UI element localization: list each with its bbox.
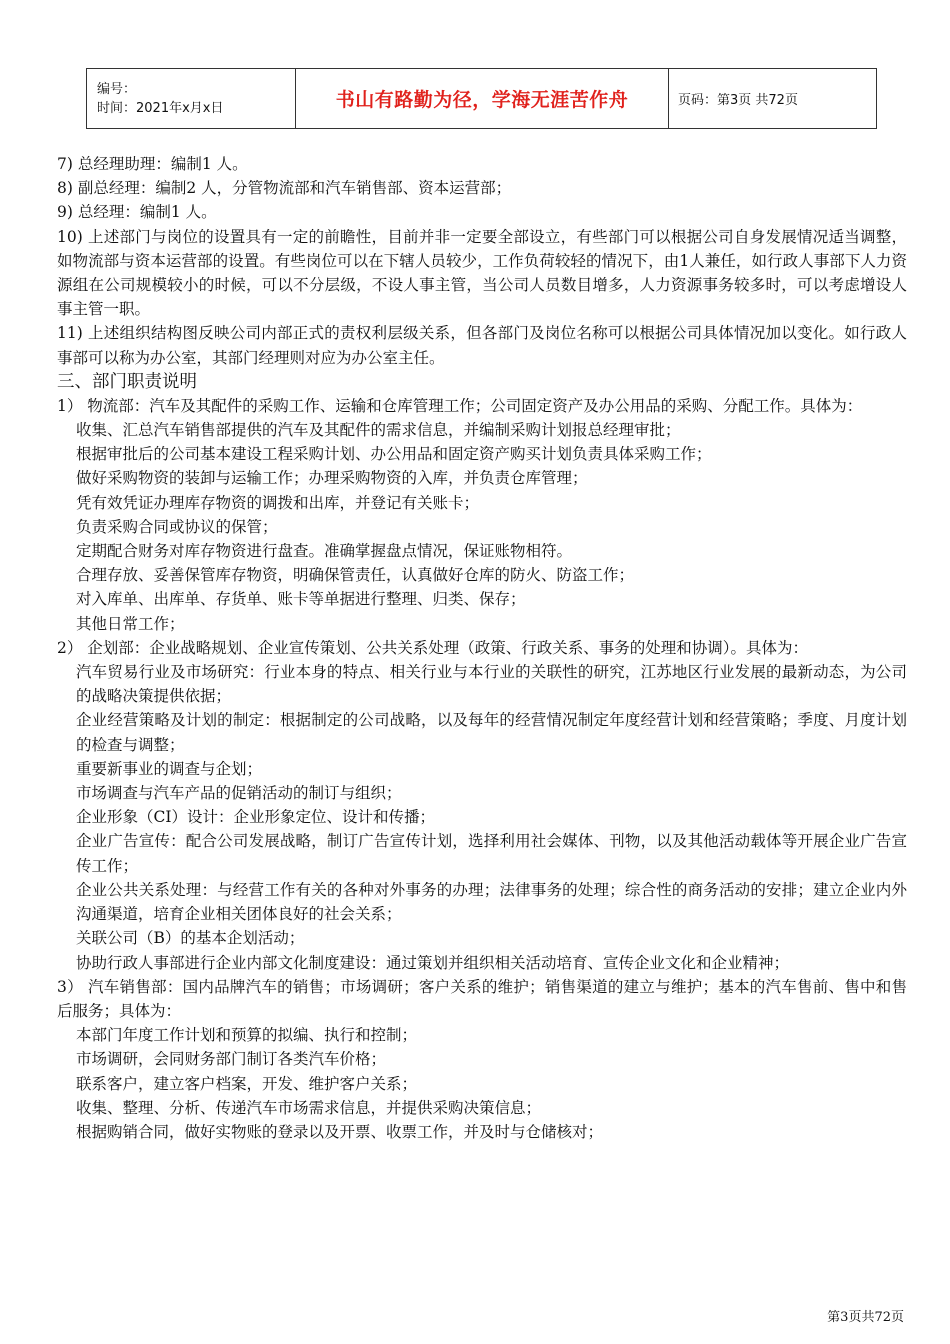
duty-item: 企业广告宣传：配合公司发展战略，制订广告宣传计划，选择利用社会媒体、刊物，以及其他活动载体等开展企业广告宣传工作； [76,832,907,875]
header-motto-cell [296,69,669,129]
duty-item: 本部门年度工作计划和预算的拟编、执行和控制； [76,1026,418,1045]
paragraph-item-9: 9) 总经理：编制1 人。 [57,203,217,222]
duty-item: 企业公共关系处理：与经营工作有关的各种对外事务的办理；法律事务的处理；综合性的商务活动的安排；建立企业内外沟通渠道，培育企业相关团体良好的社会关系； [76,880,907,924]
header-meta-cell [87,69,296,129]
page-footer: 第3页共72页 [827,1310,904,1325]
page-header [86,68,877,129]
duty-item: 对入库单、出库单、存货单、账卡等单据进行整理、归类、保存； [76,590,526,609]
header-motto: 书山有路勤为径，学海无涯苦作舟 [335,89,629,111]
document-time-label: 时间：2021年x月x日 [97,100,224,116]
duty-item: 合理存放、妥善保管库存物资，明确保管责任，认真做好仓库的防火、防盗工作； [76,566,635,585]
department-intro-planning: 2） 企划部：企业战略规划、企业宣传策划、公共关系处理（政策、行政关系、事务的处理和协调）。具体为： [57,638,809,657]
duty-item: 收集、整理、分析、传递汽车市场需求信息，并提供采购决策信息； [76,1098,542,1117]
section-heading: 三、部门职责说明 [57,371,197,392]
duty-item: 汽车贸易行业及市场研究：行业本身的特点、相关行业与本行业的关联性的研究，江苏地区行业发展的最新动态，为公司的战略决策提供依据； [76,663,907,706]
header-page-info: 页码：第3页 共72页 [678,93,798,108]
duty-item: 凭有效凭证办理库存物资的调拨和出库，并登记有关账卡； [76,493,480,512]
duty-item: 根据审批后的公司基本建设工程采购计划、办公用品和固定资产购买计划负责具体采购工作； [76,445,712,464]
duty-item: 市场调研，会同财务部门制订各类汽车价格； [76,1050,387,1069]
duty-item: 协助行政人事部进行企业内部文化制度建设：通过策划并组织相关活动培育、宣传企业文化和企业精神； [76,953,790,972]
paragraph-item-7: 7) 总经理助理：编制1 人。 [57,155,248,173]
duty-item: 其他日常工作； [76,614,185,633]
duty-item: 联系客户，建立客户档案，开发、维护客户关系； [76,1074,418,1093]
duty-item: 做好采购物资的装卸与运输工作；办理采购物资的入库，并负责仓库管理； [76,469,588,488]
document-body [57,152,907,1144]
duty-item: 企业形象（CI）设计：企业形象定位、设计和传播； [76,808,435,827]
header-page-cell [669,69,877,129]
duty-item: 企业经营策略及计划的制定：根据制定的公司战略，以及每年的经营情况制定年度经营计划和经营策略；季度、月度计划的检查与调整； [76,711,907,754]
department-intro-logistics: 1） 物流部：汽车及其配件的采购工作、运输和仓库管理工作；公司固定资产及办公用品的采购、分配工作。具体为： [57,396,863,415]
document-number-label: 编号： [97,81,137,97]
duty-item: 重要新事业的调查与企划； [76,759,263,778]
duty-item: 市场调查与汽车产品的促销活动的制订与组织； [76,784,402,803]
duty-item: 负责采购合同或协议的保管； [76,517,278,536]
duty-item: 关联公司（B）的基本企划活动； [76,929,305,948]
paragraph-item-11: 11) 上述组织结构图反映公司内部正式的责权利层级关系，但各部门及岗位名称可以根据公司具体情况加以变化。如行政人事部可以称为办公室，其部门经理则对应为办公室主任。 [57,324,907,367]
duty-item: 定期配合财务对库存物资进行盘查。准确掌握盘点情况，保证账物相符。 [76,542,573,561]
department-intro-sales: 3） 汽车销售部：国内品牌汽车的销售；市场调研；客户关系的维护；销售渠道的建立与维护；基本的汽车售前、售中和售后服务；具体为： [57,977,907,1020]
paragraph-item-8: 8) 副总经理：编制2 人，分管物流部和汽车销售部、资本运营部； [57,179,512,198]
duty-item: 收集、汇总汽车销售部提供的汽车及其配件的需求信息，并编制采购计划报总经理审批； [76,421,681,440]
duty-item: 根据购销合同，做好实物账的登录以及开票、收票工作，并及时与仓储核对； [76,1122,604,1141]
paragraph-item-10: 10) 上述部门与岗位的设置具有一定的前瞻性，目前并非一定要全部设立，有些部门可以根据公司自身发展情况适当调整，如物流部与资本运营部的设置。有些岗位可以在下辖人员较少，工作负荷较轻的情况下，由1人兼任，如行政人事部下人力资源组在公司规模较小的时候，可以不分层级，不设人事主管，当公司人员数目增多，人力资源事务较多时，可以考虑增设人事主管一职。 [57,227,907,319]
